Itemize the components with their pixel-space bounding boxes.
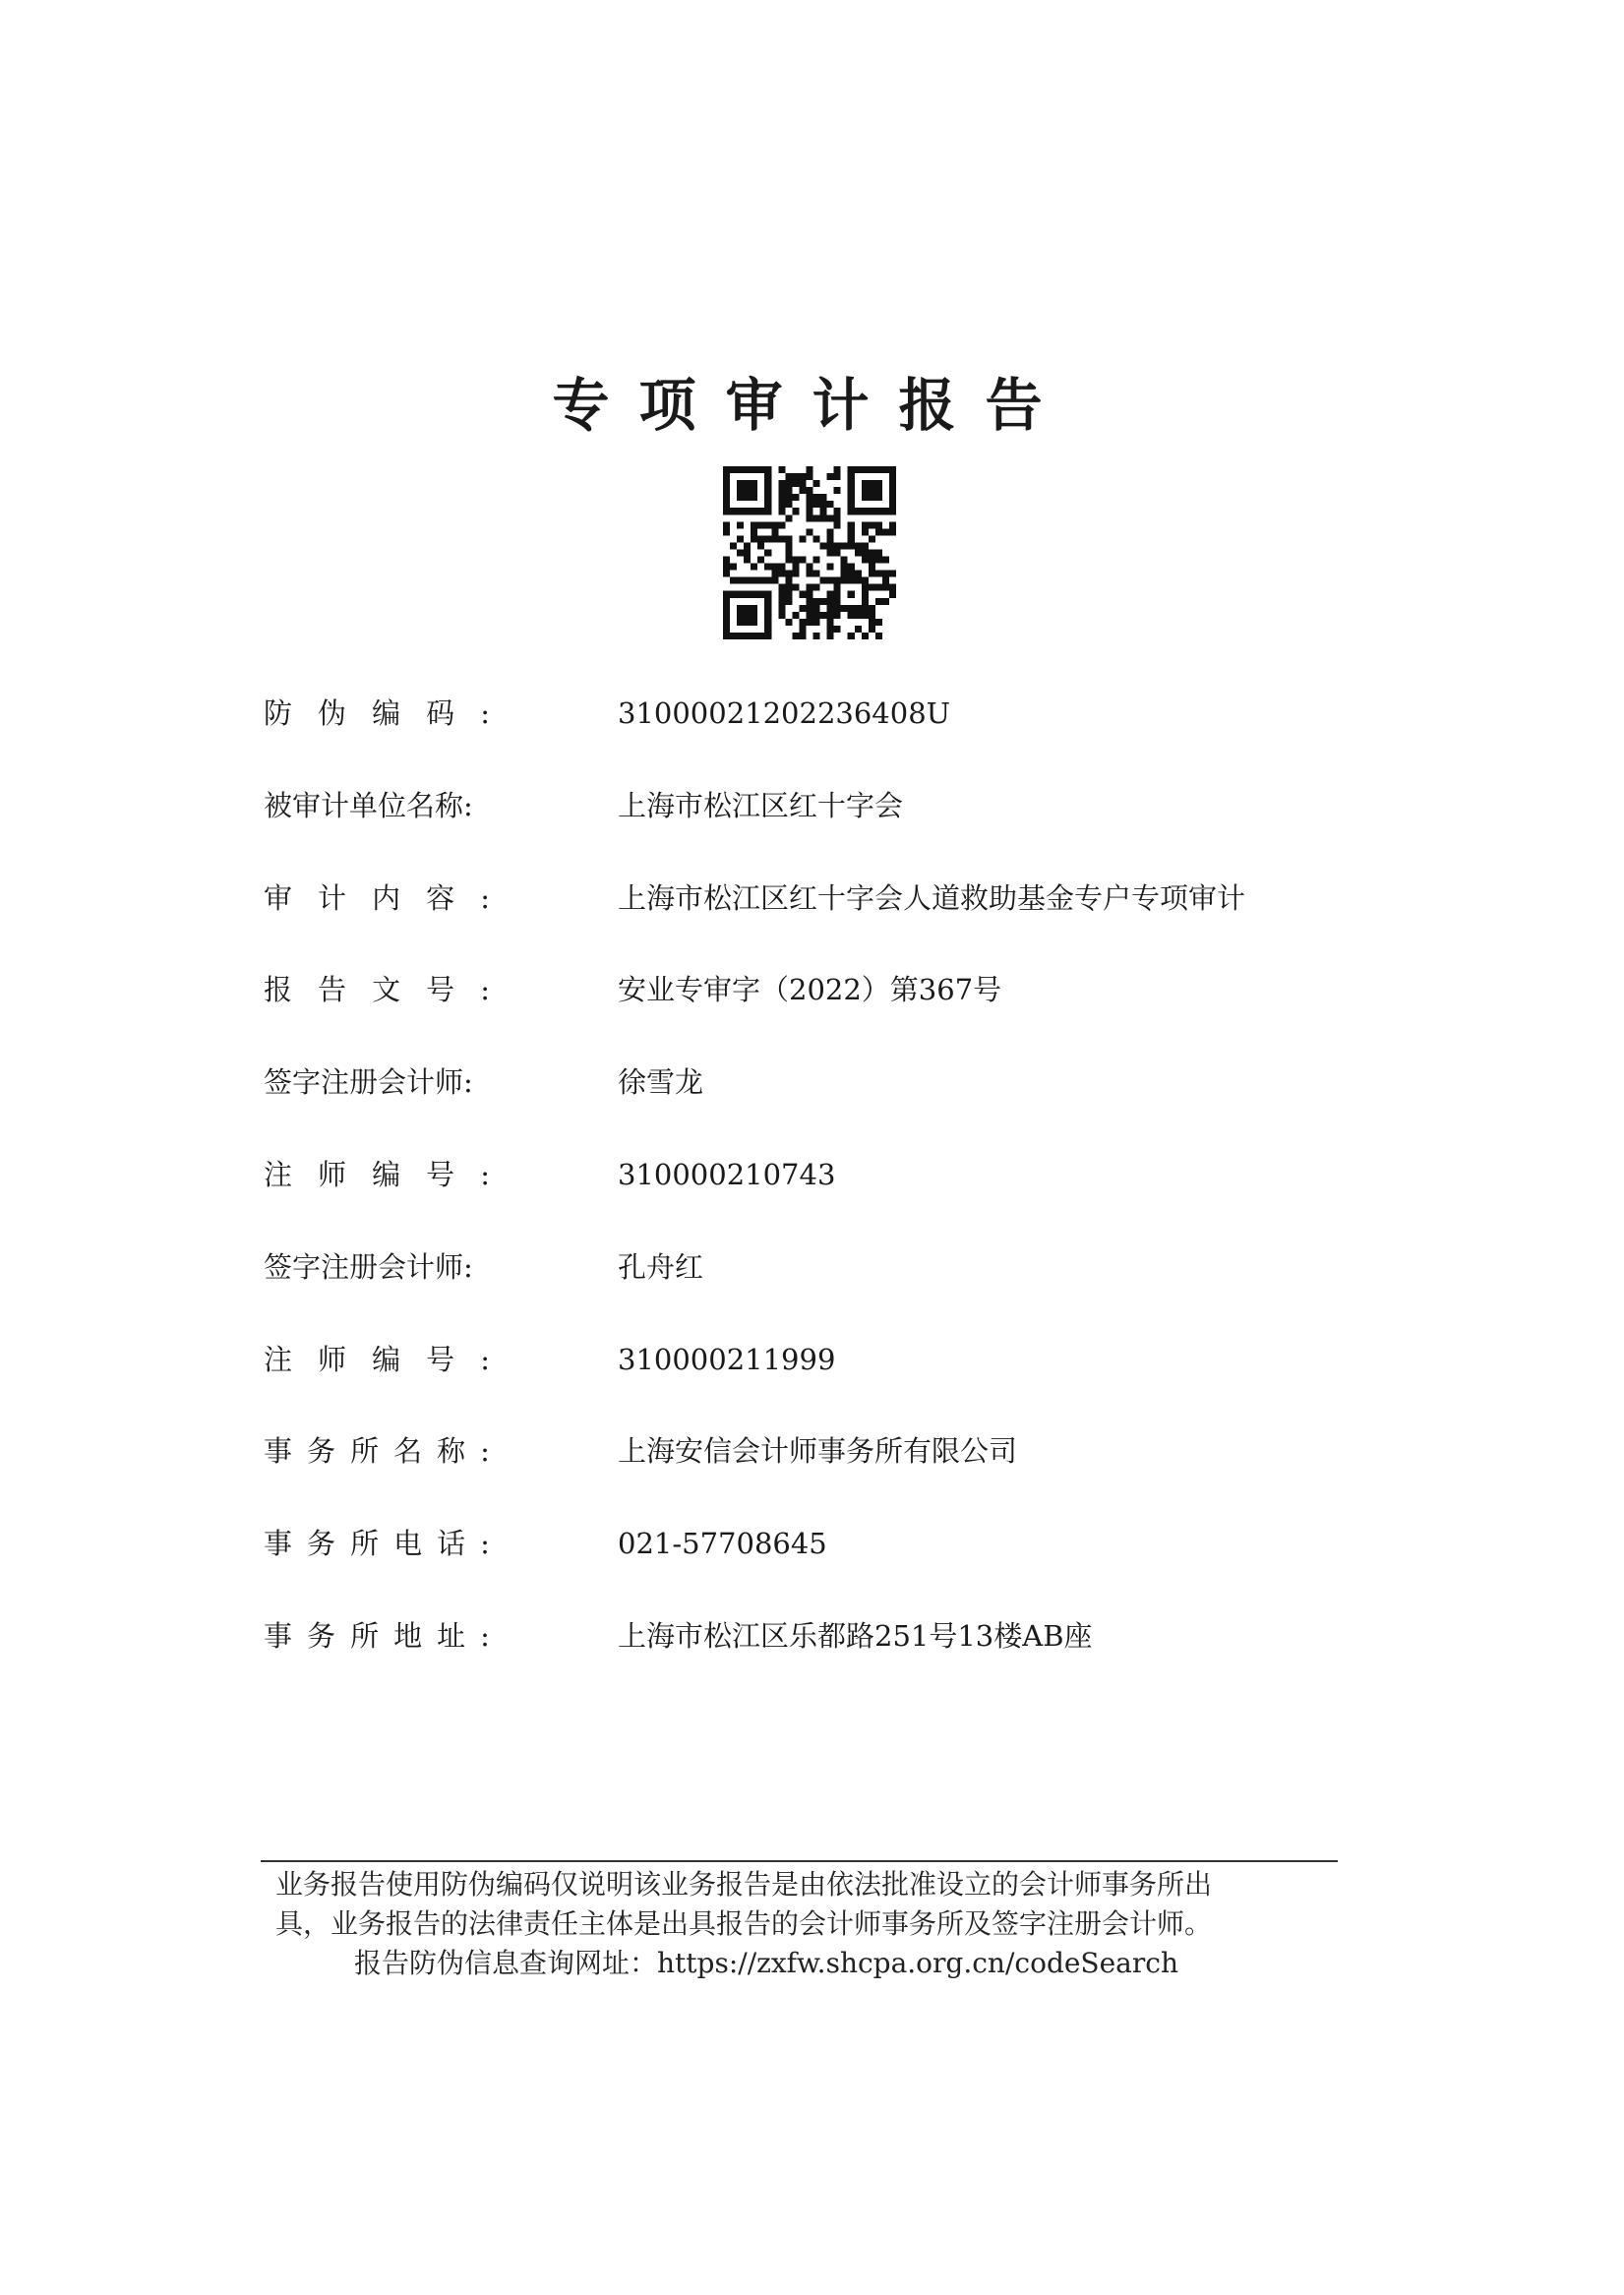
footer-line-1: 业务报告使用防伪编码仅说明该业务报告是由依法批准设立的会计师事务所出	[275, 1868, 1213, 1901]
field-label: 注 师 编 号 :	[264, 1158, 490, 1191]
field-label: 报 告 文 号 :	[264, 973, 490, 1006]
footer-line-3: 报告防伪信息查询网址：https://zxfw.shcpa.org.cn/codeSearch	[354, 1947, 1178, 1979]
info-row	[264, 1150, 1444, 1199]
footer-line-2: 具，业务报告的法律责任主体是出具报告的会计师事务所及签字注册会计师。	[275, 1907, 1213, 1940]
field-label: 注 师 编 号 :	[264, 1343, 490, 1376]
info-row	[264, 1426, 1444, 1476]
info-row	[264, 874, 1444, 923]
field-value: 310000211999	[618, 1343, 836, 1376]
field-value: 安业专审字（2022）第367号	[618, 973, 1002, 1006]
field-label: 被审计单位名称:	[264, 789, 473, 822]
field-value: 上海安信会计师事务所有限公司	[618, 1434, 1018, 1468]
field-label: 签字注册会计师:	[264, 1065, 473, 1099]
field-label: 防 伪 编 码 :	[264, 696, 490, 730]
field-value: 上海市松江区红十字会人道救助基金专户专项审计	[618, 881, 1246, 915]
footer-divider	[261, 1860, 1338, 1862]
field-value: 上海市松江区乐都路251号13楼AB座	[618, 1619, 1093, 1653]
info-row	[264, 965, 1444, 1014]
field-label: 事 务 所 电 话 :	[264, 1527, 490, 1560]
info-row	[264, 1242, 1444, 1292]
field-label: 事 务 所 名 称 :	[264, 1434, 490, 1468]
field-value: 上海市松江区红十字会	[618, 789, 904, 822]
info-row	[264, 1335, 1444, 1384]
field-value: 310000210743	[618, 1158, 836, 1191]
info-row	[264, 1611, 1444, 1661]
report-title: 专项审计报告	[552, 372, 1072, 439]
field-label: 签字注册会计师:	[264, 1250, 473, 1284]
info-row	[264, 1057, 1444, 1107]
field-value: 徐雪龙	[618, 1065, 704, 1099]
field-label: 审 计 内 容 :	[264, 881, 490, 915]
info-row	[264, 781, 1444, 830]
footer-notice	[275, 1865, 1338, 1983]
info-row	[264, 689, 1444, 738]
field-label: 事 务 所 地 址 :	[264, 1619, 490, 1653]
info-row	[264, 1519, 1444, 1568]
field-value: 021-57708645	[618, 1527, 827, 1560]
field-value: 31000021202236408U	[618, 696, 951, 730]
qr-code-icon	[723, 466, 896, 639]
field-value: 孔舟红	[618, 1250, 704, 1284]
